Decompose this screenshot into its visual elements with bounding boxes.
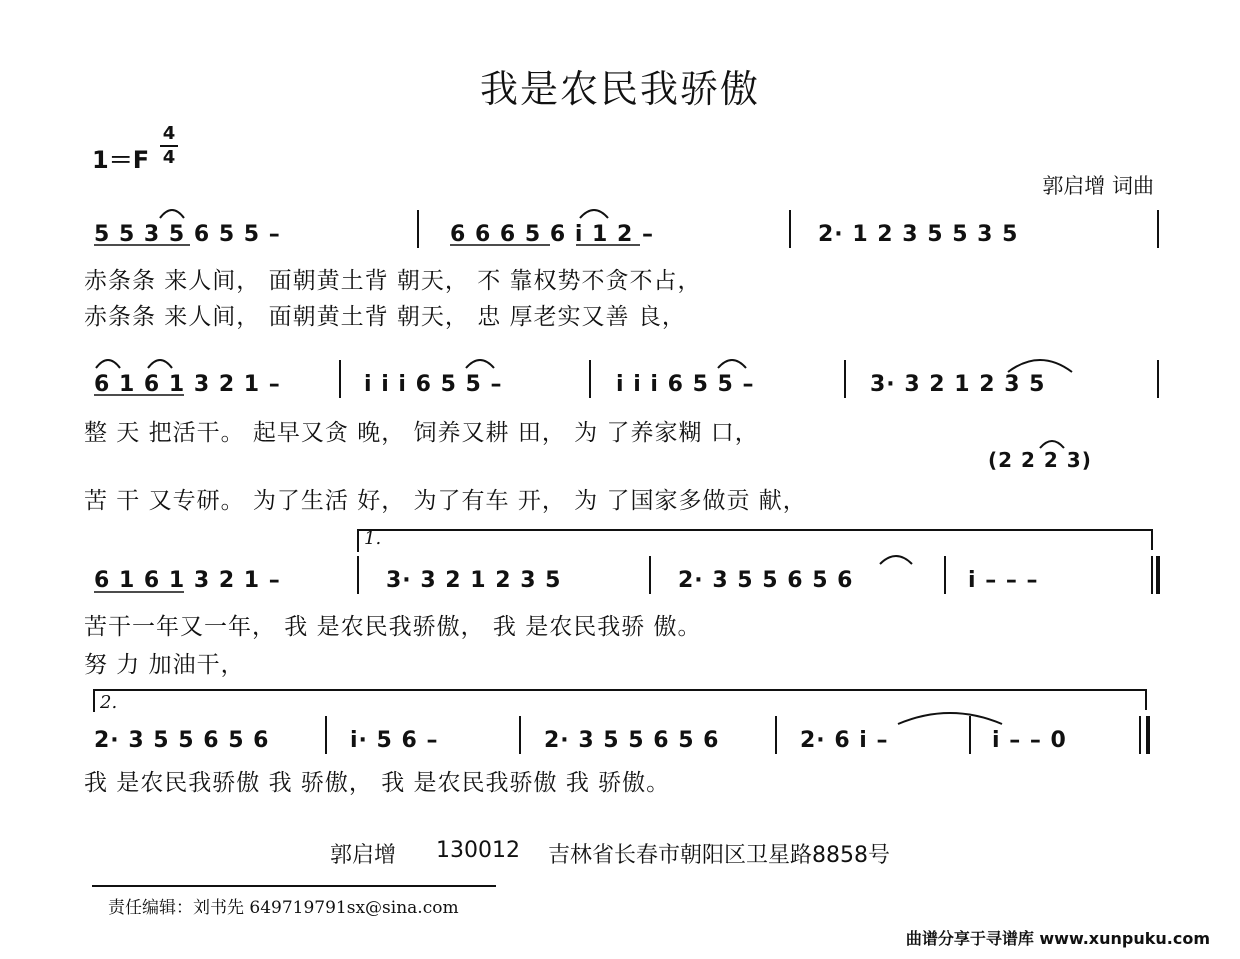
measure-9-notes: 3· 3 2 1 2 3 5 [386, 568, 562, 593]
measure-1-notes: 5 5 3 5 6 5 5 – [94, 222, 281, 247]
measure-16-notes: i – – 0 [992, 728, 1067, 753]
slur [1040, 441, 1064, 448]
verse-2-line-2: 苦 干 又专研。 为了生活 好， 为了有车 开， 为 了国家多做贡 献， [84, 488, 807, 514]
measure-5-notes: i i i 6 5 5 – [364, 372, 503, 397]
volta-2-bracket [94, 690, 1146, 712]
slur [466, 360, 494, 368]
measure-12-notes: 2· 3 5 5 6 5 6 [94, 728, 270, 753]
slur [580, 210, 608, 218]
verse-2-line-3: 努 力 加油干， [84, 652, 245, 678]
verse-1-line-2: 整 天 把活干。 起早又贪 晚， 饲养又耕 田， 为 了养家糊 口， [84, 420, 759, 446]
measure-11-notes: i – – – [968, 568, 1039, 593]
measure-3-notes: 2· 1 2 3 5 5 3 5 [818, 222, 1019, 247]
measure-14-notes: 2· 3 5 5 6 5 6 [544, 728, 720, 753]
measure-13-notes: i· 5 6 – [350, 728, 439, 753]
slur [160, 210, 184, 218]
verse-1-line-3: 苦干一年又一年， 我 是农民我骄傲， 我 是农民我骄 傲。 [84, 614, 702, 640]
editor-credit: 责任编辑：刘书先 649719791sx@sina.com [108, 898, 459, 918]
slur [718, 360, 746, 368]
slur [96, 360, 120, 368]
key-signature: 1＝F [92, 146, 150, 174]
verse-2-line-1: 赤条条 来人间， 面朝黄土背 朝天， 忠 厚老实又善 良， [84, 304, 686, 330]
volta-2-label: 2. [100, 692, 118, 713]
variant-notes: (2 2 2 3) [988, 448, 1092, 472]
measure-4-notes: 6 1 6 1 3 2 1 – [94, 372, 281, 397]
measure-2-notes: 6 6 6 5 6 i 1 2 – [450, 222, 654, 247]
footer-postcode: 130012 [436, 838, 520, 863]
measure-8-notes: 6 1 6 1 3 2 1 – [94, 568, 281, 593]
song-title: 我是农民我骄傲 [479, 67, 760, 111]
verse-1-line-1: 赤条条 来人间， 面朝黄土背 朝天， 不 靠权势不贪不占， [84, 268, 702, 294]
time-signature-bottom: 4 [162, 147, 176, 168]
footer-address: 吉林省长春市朝阳区卫星路8858号 [548, 843, 890, 868]
volta-1-label: 1. [364, 528, 382, 549]
site-watermark: 曲谱分享于寻谱库 www.xunpuku.com [905, 929, 1210, 948]
volta-1-bracket [358, 530, 1152, 552]
measure-6-notes: i i i 6 5 5 – [616, 372, 755, 397]
measure-15-notes: 2· 6 i – [800, 728, 889, 753]
time-signature-top: 4 [162, 123, 176, 144]
footer-name: 郭启增 [330, 843, 397, 868]
slur [898, 713, 1002, 724]
slur [1008, 360, 1072, 372]
slur [148, 360, 172, 368]
verse-line-4: 我 是农民我骄傲 我 骄傲， 我 是农民我骄傲 我 骄傲。 [84, 770, 671, 796]
composer-credit: 郭启增 词曲 [1042, 174, 1154, 198]
slur [880, 556, 912, 564]
measure-7-notes: 3· 3 2 1 2 3 5 [870, 372, 1046, 397]
measure-10-notes: 2· 3 5 5 6 5 6 [678, 568, 854, 593]
